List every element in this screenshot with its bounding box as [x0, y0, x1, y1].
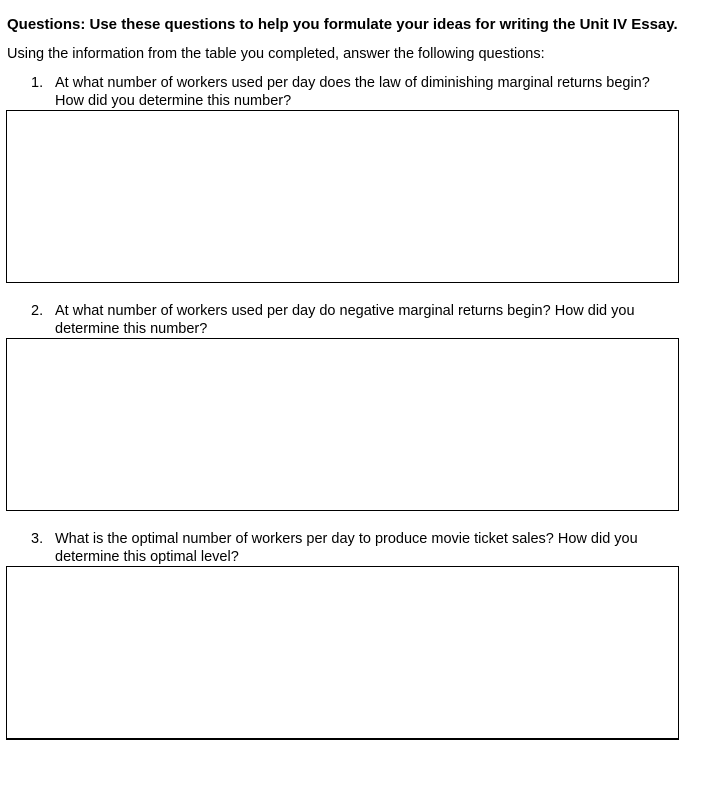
question-2: [31, 302, 681, 338]
document-intro: Using the information from the table you completed, answer the following questions:: [7, 46, 545, 62]
question-text: At what number of workers used per day do negative marginal returns begin? How did you determine this number?: [55, 303, 635, 337]
answer-box-1[interactable]: [6, 110, 679, 283]
question-number: 3.: [31, 531, 44, 547]
question-number: 2.: [31, 303, 44, 319]
question-3: [31, 530, 681, 566]
question-1: [31, 74, 681, 110]
question-text: At what number of workers used per day does the law of diminishing marginal returns begin? How did you determine this number?: [55, 75, 650, 109]
answer-box-2[interactable]: [6, 338, 679, 511]
answer-box-3[interactable]: [6, 566, 679, 740]
document-heading: Questions: Use these questions to help you formulate your ideas for writing the Unit IV Essay.: [7, 16, 678, 33]
question-number: 1.: [31, 75, 44, 91]
question-text: What is the optimal number of workers per day to produce movie ticket sales? How did you determine this optimal level?: [55, 531, 638, 565]
